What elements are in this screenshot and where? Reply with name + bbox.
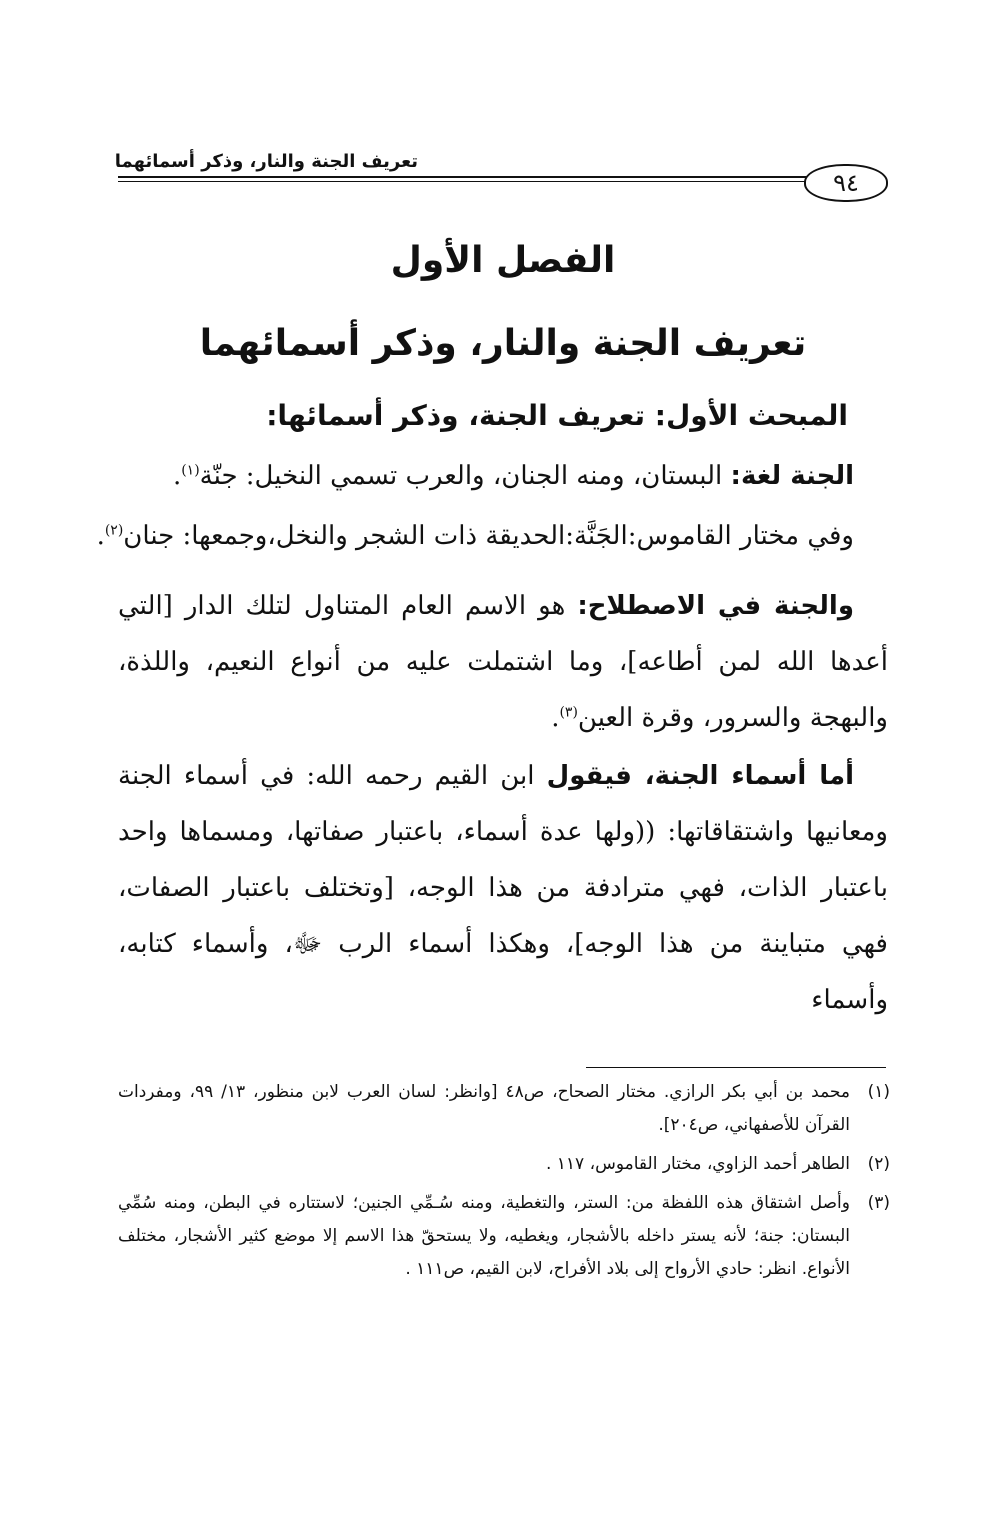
paragraph-text: هو الاسم العام المتناول لتلك الدار [التي أعدها الله لمن أطاعه]، وما اشتملت عليه من أنواع النعيم، واللذة، والبهجة والسرور، وقرة العين [118,591,888,733]
paragraph-technical-definition [118,578,888,746]
paragraph-lead: الجنة لغة: [730,461,854,491]
section-heading: المبحث الأول: تعريف الجنة، وذكر أسمائها: [266,399,848,432]
footnote-separator [586,1067,886,1068]
footnote-ref[interactable]: (٢) [104,522,124,539]
page-number-badge: ٩٤ [804,164,888,202]
footnote-item [118,1148,890,1181]
header-rule [118,176,808,178]
paragraph-text: ابن القيم رحمه الله: في أسماء الجنة ومعانيها واشتقاقاتها: ((ولها عدة أسماء، باعتبار صفاتها، ومسماها واحد باعتبار الذات، فهي مترادفة من هذا الوجه، [وتختلف باعتبار الصفات، فهي متباينة من هذا الوجه]، وهكذا أسماء الرب ﷻ، وأسماء كتابه، وأسماء [118,761,888,1015]
footnote-number: (١) [867,1082,890,1102]
footnote-item [118,1076,890,1142]
paragraph-lead: والجنة في الاصطلاح: [577,591,854,621]
footnote-number: (٢) [867,1154,890,1174]
paragraph-text: وفي مختار القاموس:الجَنَّة:الحديقة ذات الشجر والنخل،وجمعها: جنان [123,521,854,551]
footnote-item [118,1187,890,1286]
paragraph-lead: أما أسماء الجنة، فيقول [546,761,854,791]
footnote-text: محمد بن أبي بكر الرازي. مختار الصحاح، ص٤٨ [وانظر: لسان العرب لابن منظور، ١٣/ ٩٩، ومفردات القرآن للأصفهاني، ص٢٠٤]. [118,1082,851,1135]
footnote-ref[interactable]: (٣) [559,704,578,721]
paragraph-linguistic-definition [118,448,888,504]
footnotes [118,1076,890,1292]
running-title: تعريف الجنة والنار، وذكر أسمائهما [114,151,418,172]
paragraph-names-of-paradise [118,748,888,1028]
paragraph-end: . [172,461,182,491]
footnote-text: الطاهر أحمد الزاوي، مختار القاموس، ١١٧ . [545,1154,850,1174]
header-rule-thin [118,181,808,182]
footnote-text: وأصل اشتقاق هذه اللفظة من: الستر، والتغطية، ومنه سُـمِّي الجنين؛ لاستتاره في البطن، ومنه سُمِّي البستان: جنة؛ لأنه يستر داخله بالأشجار، ويغطيه، ولا يستحقّ هذا الاسم إلا موضع كثير الأشجار، مختلف الأنواع. انظر: حادي الأرواح إلى بلاد الأفراح، لابن القيم، ص١١١ . [118,1193,850,1279]
chapter-title: الفصل الأول [390,240,616,281]
paragraph-end: . [551,703,560,733]
paragraph-text: البستان، ومنه الجنان، والعرب تسمي النخيل: جنّة [199,461,731,491]
paragraph-end: . [96,521,105,551]
chapter-subtitle: تعريف الجنة والنار، وذكر أسمائهما [199,323,807,364]
paragraph-dictionary-definition [96,508,888,564]
footnote-number: (٣) [867,1193,890,1213]
footnote-ref[interactable]: (١) [181,462,200,479]
